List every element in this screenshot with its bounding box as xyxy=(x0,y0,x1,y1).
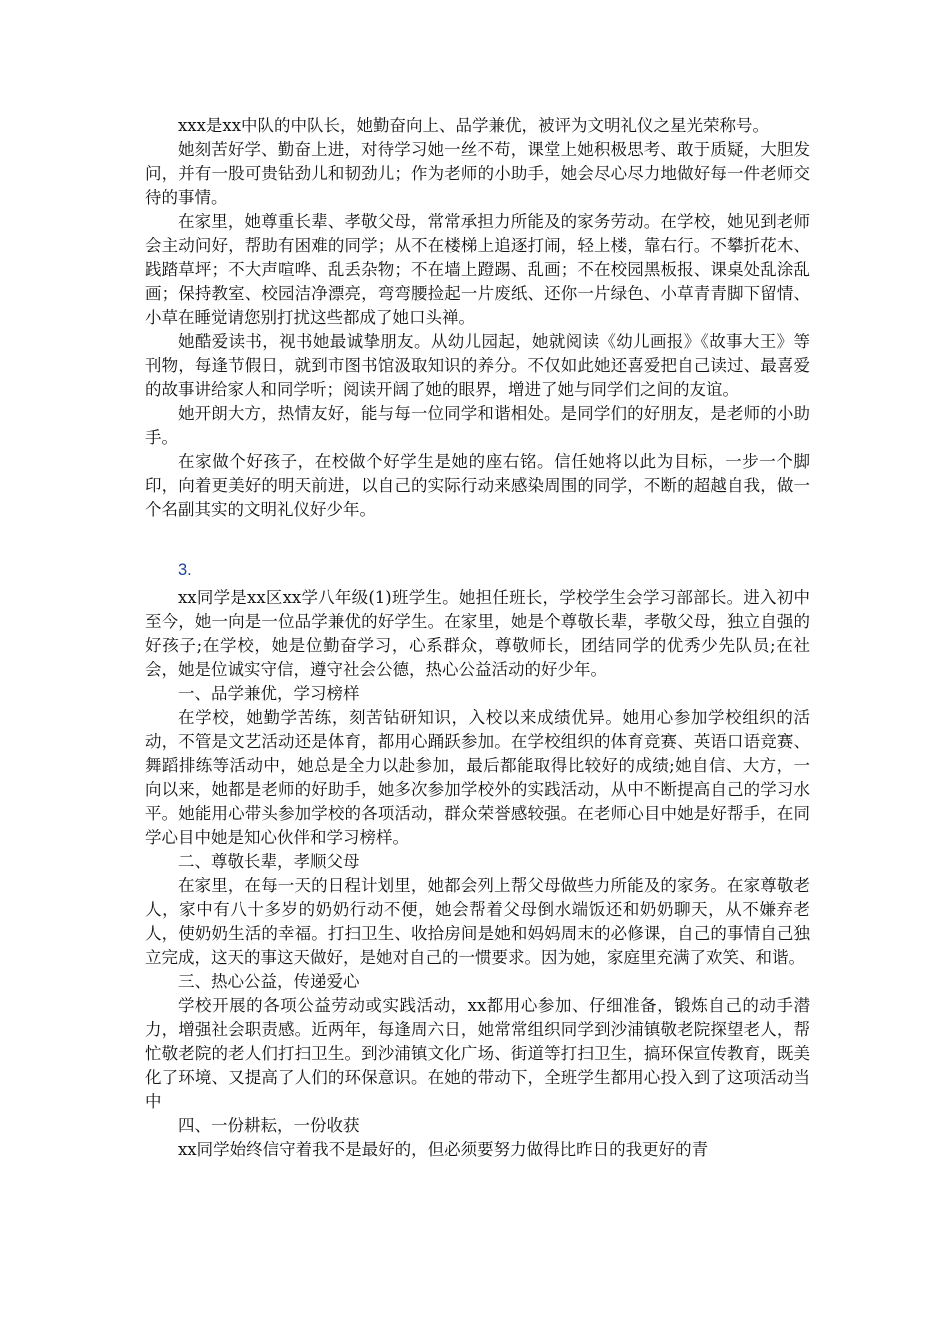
section-number: 3. xyxy=(178,561,192,579)
paragraph: xxx是xx中队的中队长，她勤奋向上、品学兼优，被评为文明礼仪之星光荣称号。 xyxy=(178,116,770,135)
paragraph: 在家做个好孩子，在校做个好学生是她的座右铭。信任她将以此为目标，一步一个脚印，向着更美好的明天前进，以自己的实际行动来感染周围的同学，不断的超越自我，做一个名副其实的文明礼仪好少年。 xyxy=(145,452,810,519)
paragraph: xx同学始终信守着我不是最好的，但必须要努力做得比昨日的我更好的青 xyxy=(178,1140,709,1159)
paragraph: 她刻苦好学、勤奋上进，对待学习她一丝不苟，课堂上她积极思考、敢于质疑，大胆发问，并有一股可贵钻劲儿和韧劲儿；作为老师的小助手，她会尽心尽力地做好每一件老师交待的事情。 xyxy=(145,140,810,207)
section-heading: 三、热心公益，传递爱心 xyxy=(178,972,360,991)
section-heading: 二、尊敬长辈，孝顺父母 xyxy=(178,852,360,871)
paragraph: 她开朗大方，热情友好，能与每一位同学和谐相处。是同学们的好朋友，是老师的小助手。 xyxy=(145,404,810,447)
paragraph: 在学校，她勤学苦练，刻苦钻研知识，入校以来成绩优异。她用心参加学校组织的活动，不管是文艺活动还是体育，都用心踊跃参加。在学校组织的体育竞赛、英语口语竞赛、舞蹈排练等活动中，她总是全力以赴参加，最后都能取得比较好的成绩;她自信、大方，一向以来，她都是老师的好助手，她多次参加学校外的实践活动，从中不断提高自己的学习水平。她能用心带头参加学校的各项活动，群众荣誉感较强。在老师心目中她是好帮手，在同学心目中她是知心伙伴和学习榜样。 xyxy=(145,708,810,847)
paragraph: 学校开展的各项公益劳动或实践活动，xx都用心参加、仔细准备，锻炼自己的动手潜力，增强社会职责感。近两年，每逢周六日，她常常组织同学到沙浦镇敬老院探望老人，帮忙敬老院的老人们打扫卫生。到沙浦镇文化广场、街道等打扫卫生，搞环保宣传教育，既美化了环境、又提高了人们的环保意识。在她的带动下，全班学生都用心投入到了这项活动当中 xyxy=(145,996,810,1111)
paragraph: xx同学是xx区xx学八年级(1)班学生。她担任班长，学校学生会学习部部长。进入初中至今，她一向是一位品学兼优的好学生。在家里，她是个尊敬长辈，孝敬父母，独立自强的好孩子;在学校，她是位勤奋学习，心系群众，尊敬师长，团结同学的优秀少先队员;在社会，她是位诚实守信，遵守社会公德，热心公益活动的好少年。 xyxy=(145,588,810,679)
paragraph: 在家里，她尊重长辈、孝敬父母，常常承担力所能及的家务劳动。在学校，她见到老师会主动问好，帮助有困难的同学；从不在楼梯上追逐打闹，轻上楼，靠右行。不攀折花木、践踏草坪；不大声喧哗、乱丢杂物；不在墙上蹬踢、乱画；不在校园黑板报、课桌处乱涂乱画；保持教室、校园洁净漂亮，弯弯腰捡起一片废纸、还你一片绿色、小草青青脚下留情、小草在睡觉请您别打扰这些都成了她口头禅。 xyxy=(145,212,810,327)
document-page xyxy=(145,114,810,1162)
paragraph: 她酷爱读书，视书她最诚挚朋友。从幼儿园起，她就阅读《幼儿画报》《故事大王》等刊物，每逢节假日，就到市图书馆汲取知识的养分。不仅如此她还喜爱把自己读过、最喜爱的故事讲给家人和同学听；阅读开阔了她的眼界，增进了她与同学们之间的友谊。 xyxy=(145,332,810,399)
paragraph: 在家里，在每一天的日程计划里，她都会列上帮父母做些力所能及的家务。在家尊敬老人，家中有八十多岁的奶奶行动不便，她会帮着父母倒水端饭还和奶奶聊天，从不嫌弃老人，使奶奶生活的幸福。打扫卫生、收拾房间是她和妈妈周末的必修课，自己的事情自己独立完成，这天的事这天做好，是她对自己的一惯要求。因为她，家庭里充满了欢笑、和谐。 xyxy=(145,876,810,967)
section-heading: 四、一份耕耘，一份收获 xyxy=(178,1116,360,1135)
section-heading: 一、品学兼优，学习榜样 xyxy=(178,684,360,703)
